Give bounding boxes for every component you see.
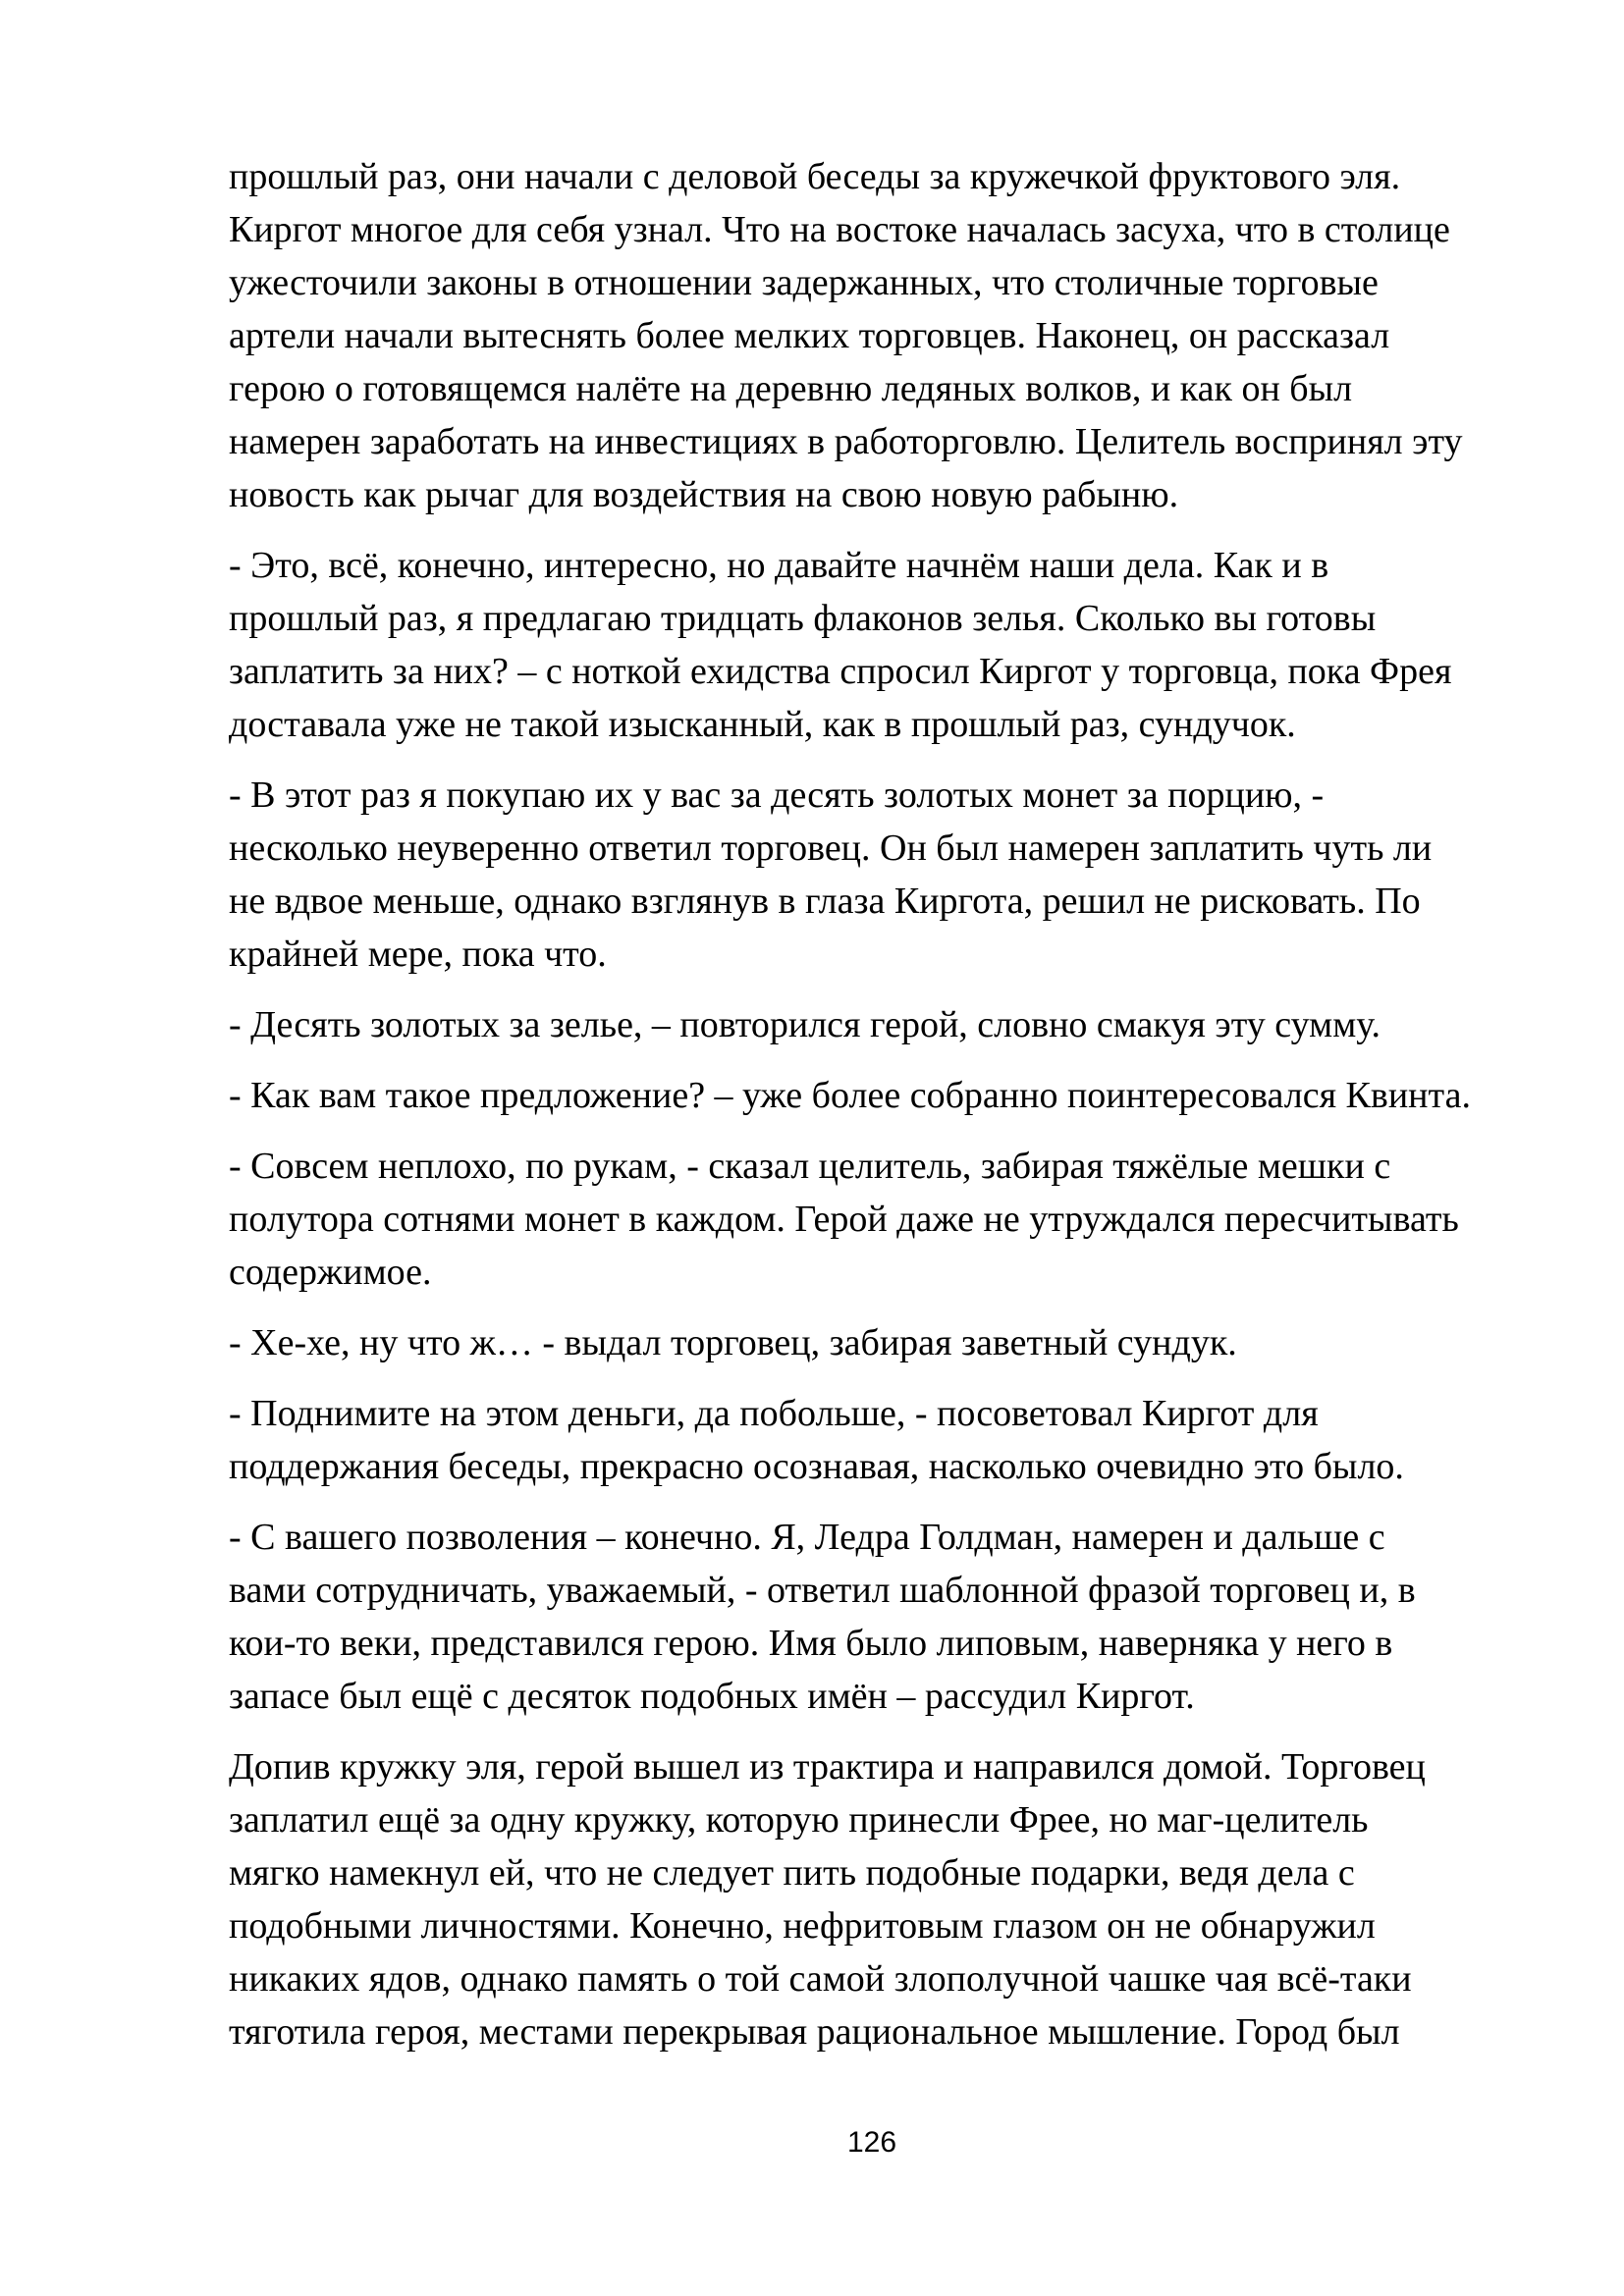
text-line: несколько неуверенно ответил торговец. Он был намерен заплатить чуть ли	[229, 828, 1433, 869]
text-line: вами сотрудничать, уважаемый, - ответил шаблонной фразой торговец и, в	[229, 1570, 1416, 1611]
text-line: новость как рычаг для воздействия на свою новую рабыню.	[229, 474, 1179, 515]
paragraph	[229, 1387, 1520, 1493]
text-line: мягко намекнул ей, что не следует пить подобные подарки, ведя дела с	[229, 1852, 1355, 1894]
text-line: прошлый раз, я предлагаю тридцать флаконов зелья. Сколько вы готовы	[229, 598, 1377, 639]
text-line: Допив кружку эля, герой вышел из трактира и направился домой. Торговец	[229, 1746, 1426, 1788]
text-line: тяготила героя, местами перекрывая рациональное мышление. Город был	[229, 2011, 1400, 2053]
text-line: подобными личностями. Конечно, нефритовым глазом он не обнаружил	[229, 1905, 1376, 1947]
paragraph	[229, 1511, 1520, 1723]
text-line: - Десять золотых за зелье, – повторился герой, словно смакуя эту сумму.	[229, 1004, 1380, 1045]
paragraph	[229, 1316, 1520, 1369]
text-line: - Как вам такое предложение? – уже более собранно поинтересовался Квинта.	[229, 1075, 1471, 1116]
text-line: Киргот многое для себя узнал. Что на востоке началась засуха, что в столице	[229, 209, 1450, 250]
text-line: - Поднимите на этом деньги, да побольше, - посоветовал Киргот для	[229, 1393, 1319, 1434]
paragraph	[229, 769, 1520, 981]
text-line: - В этот раз я покупаю их у вас за десять золотых монет за порцию, -	[229, 774, 1325, 816]
text-line: не вдвое меньше, однако взглянув в глаза Киргота, решил не рисковать. По	[229, 881, 1421, 922]
paragraph	[229, 1069, 1520, 1122]
text-line: содержимое.	[229, 1252, 432, 1293]
page-number: 126	[846, 2126, 897, 2159]
text-line: - С вашего позволения – конечно. Я, Ледра Голдман, намерен и дальше с	[229, 1517, 1385, 1558]
text-line: герою о готовящемся налёте на деревню ледяных волков, и как он был	[229, 368, 1353, 409]
text-line: поддержания беседы, прекрасно осознавая, насколько очевидно это было.	[229, 1446, 1404, 1487]
text-line: запасе был ещё с десяток подобных имён – рассудил Киргот.	[229, 1676, 1195, 1717]
text-line: - Это, всё, конечно, интересно, но давайте начнём наши дела. Как и в	[229, 545, 1329, 586]
text-line: крайней мере, пока что.	[229, 934, 607, 975]
paragraph	[229, 1740, 1520, 2058]
text-line: кои-то веки, представился герою. Имя было липовым, наверняка у него в	[229, 1623, 1393, 1664]
text-line: прошлый раз, они начали с деловой беседы за кружечкой фруктового эля.	[229, 156, 1401, 197]
text-line: - Хе-хе, ну что ж… - выдал торговец, забирая заветный сундук.	[229, 1322, 1237, 1363]
text-line: артели начали вытеснять более мелких торговцев. Наконец, он рассказал	[229, 315, 1390, 356]
text-line: намерен заработать на инвестициях в работорговлю. Целитель воспринял эту	[229, 421, 1463, 462]
paragraph	[229, 150, 1520, 521]
text-line: доставала уже не такой изысканный, как в прошлый раз, сундучок.	[229, 704, 1296, 745]
text-line: полутора сотнями монет в каждом. Герой даже не утруждался пересчитывать	[229, 1199, 1459, 1240]
paragraph	[229, 539, 1520, 751]
text-line: заплатить за них? – с ноткой ехидства спросил Киргот у торговца, пока Фрея	[229, 651, 1452, 692]
text-line: ужесточили законы в отношении задержанных, что столичные торговые	[229, 262, 1379, 303]
page-text-block	[229, 150, 1520, 2076]
paragraph	[229, 1140, 1520, 1299]
text-line: заплатил ещё за одну кружку, которую принесли Фрее, но маг-целитель	[229, 1799, 1369, 1841]
paragraph	[229, 998, 1520, 1051]
text-line: никаких ядов, однако память о той самой злополучной чашке чая всё-таки	[229, 1958, 1412, 2000]
text-line: - Совсем неплохо, по рукам, - сказал целитель, забирая тяжёлые мешки с	[229, 1146, 1391, 1187]
